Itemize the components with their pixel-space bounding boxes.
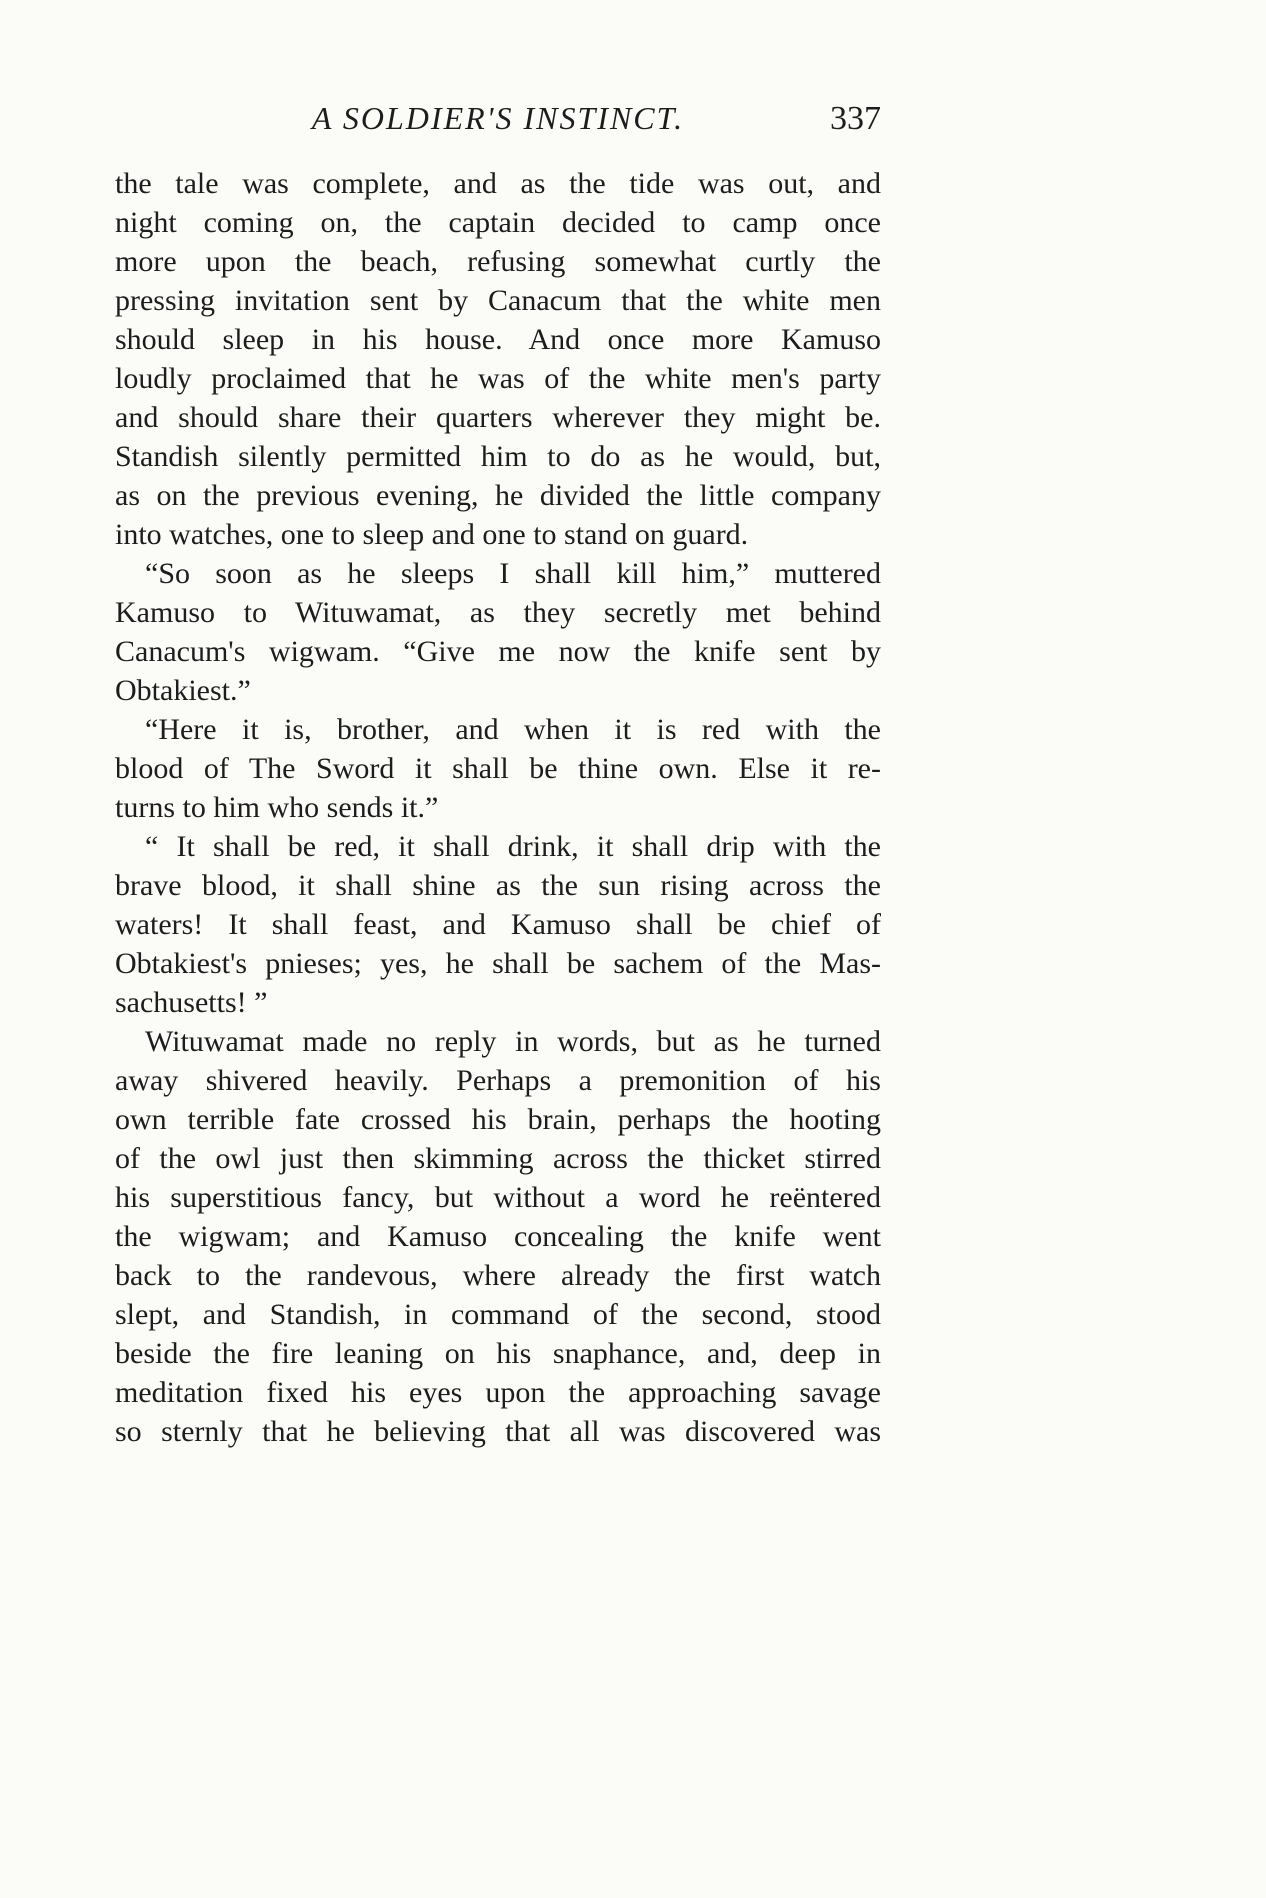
paragraph — [115, 827, 881, 1022]
text-line: “Here it is, brother, and when it is red with the — [145, 713, 881, 746]
text-line: as on the previous evening, he divided the little company — [115, 479, 881, 512]
text-line: the wigwam; and Kamuso concealing the knife went — [115, 1220, 881, 1253]
text-line: blood of The Sword it shall be thine own. Else it re- — [115, 752, 881, 785]
body-text — [115, 164, 881, 1451]
text-line: “ It shall be red, it shall drink, it shall drip with the — [145, 830, 881, 863]
text-line: more upon the beach, refusing somewhat curtly the — [115, 245, 881, 278]
text-line: own terrible fate crossed his brain, perhaps the hooting — [115, 1103, 881, 1136]
text-line: should sleep in his house. And once more Kamuso — [115, 323, 881, 356]
running-head — [115, 100, 881, 148]
text-line: Canacum's wigwam. “Give me now the knife sent by — [115, 635, 881, 668]
text-line: brave blood, it shall shine as the sun rising across the — [115, 869, 881, 902]
paragraph — [115, 554, 881, 710]
text-line: waters! It shall feast, and Kamuso shall be chief of — [115, 908, 881, 941]
text-line: the tale was complete, and as the tide was out, and — [115, 167, 881, 200]
text-line: Standish silently permitted him to do as he would, but, — [115, 440, 881, 473]
text-line: into watches, one to sleep and one to stand on guard. — [115, 518, 749, 551]
text-line: so sternly that he believing that all was discovered was — [115, 1415, 881, 1448]
running-title: A SOLDIER'S INSTINCT. — [311, 100, 685, 136]
paragraph — [115, 164, 881, 554]
text-line: and should share their quarters wherever they might be. — [115, 401, 881, 434]
text-line: his superstitious fancy, but without a word he reëntered — [115, 1181, 881, 1214]
text-line: back to the randevous, where already the first watch — [115, 1259, 881, 1292]
text-line: turns to him who sends it.” — [115, 791, 439, 824]
text-line: meditation fixed his eyes upon the approaching savage — [115, 1376, 881, 1409]
paragraph — [115, 710, 881, 827]
text-line: pressing invitation sent by Canacum that the white men — [115, 284, 881, 317]
text-line: Kamuso to Wituwamat, as they secretly met behind — [115, 596, 881, 629]
text-line: Wituwamat made no reply in words, but as he turned — [145, 1025, 881, 1058]
text-line: night coming on, the captain decided to camp once — [115, 206, 881, 239]
text-line: of the owl just then skimming across the thicket stirred — [115, 1142, 881, 1175]
text-line: Obtakiest's pnieses; yes, he shall be sachem of the Mas- — [115, 947, 881, 980]
text-line: loudly proclaimed that he was of the white men's party — [115, 362, 881, 395]
text-line: Obtakiest.” — [115, 674, 251, 707]
paragraph — [115, 1022, 881, 1451]
text-line: “So soon as he sleeps I shall kill him,” muttered — [145, 557, 881, 590]
text-line: beside the fire leaning on his snaphance, and, deep in — [115, 1337, 881, 1370]
text-line: sachusetts! ” — [115, 986, 268, 1019]
text-line: slept, and Standish, in command of the second, stood — [115, 1298, 881, 1331]
page-number: 337 — [830, 100, 881, 137]
text-line: away shivered heavily. Perhaps a premonition of his — [115, 1064, 881, 1097]
